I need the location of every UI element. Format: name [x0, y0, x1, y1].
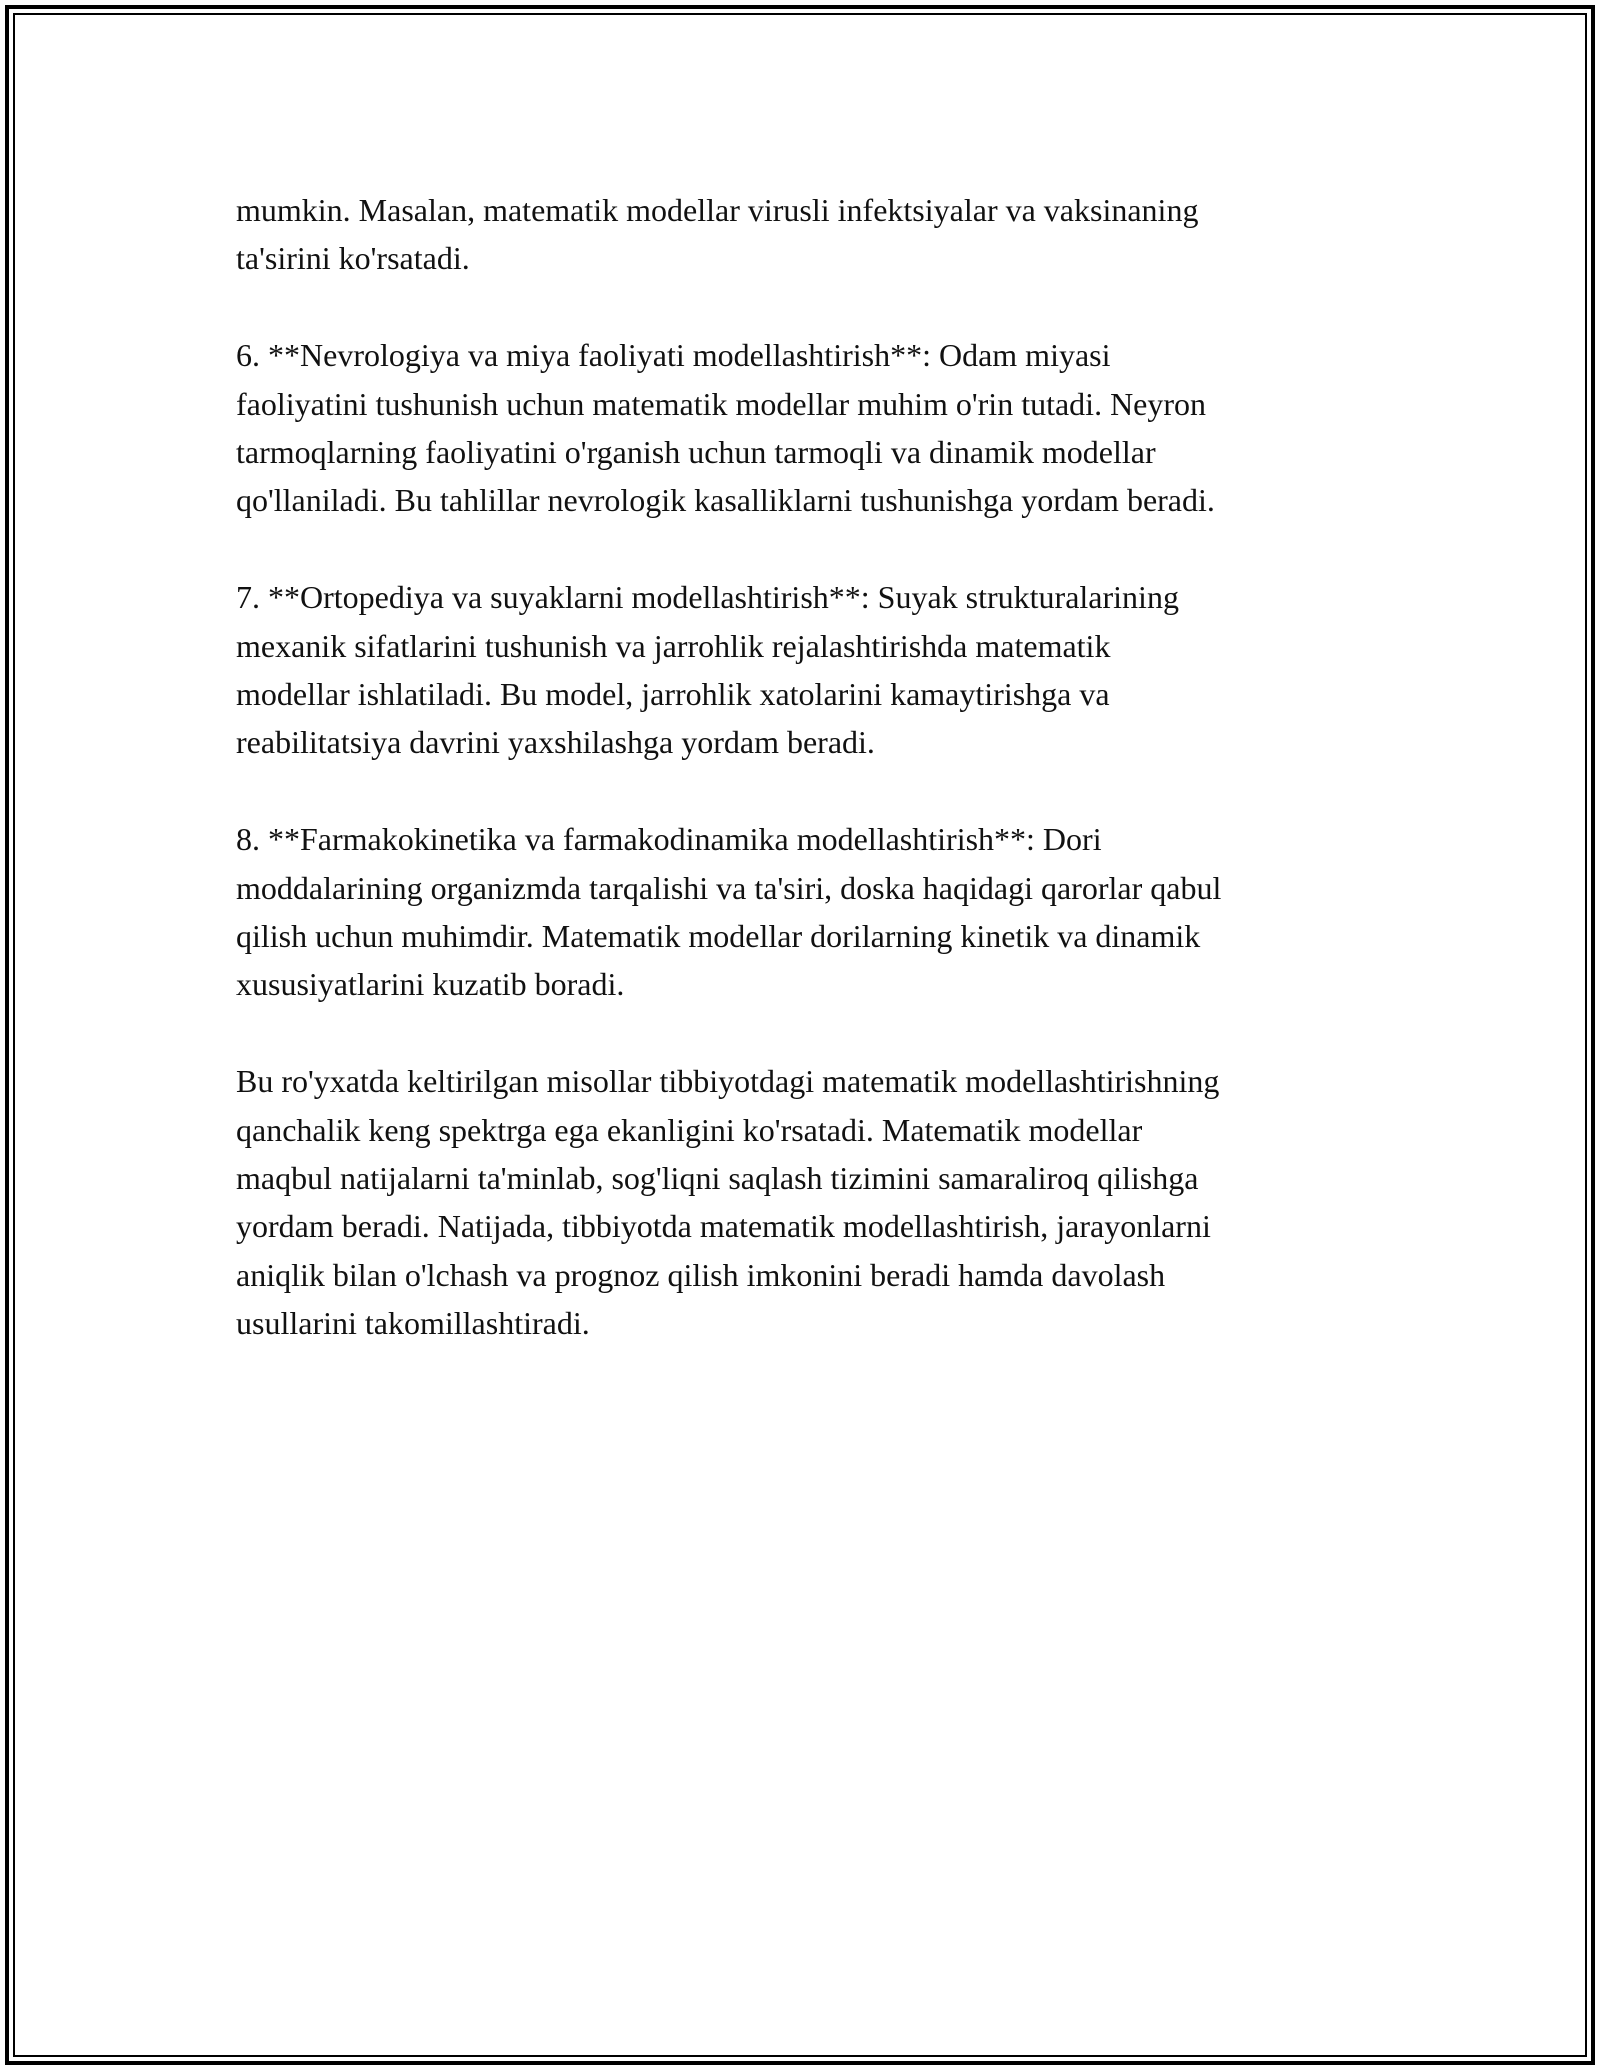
paragraph-item-7: 7. **Ortopediya va suyaklarni modellashtirish**: Suyak strukturalarining mexanik sifatlarini tushunish va jarrohlik rejalashtirishda matematik modellar ishlatiladi. Bu model, jarrohlik xatolarini kamaytirishga va reabilitatsiya davrini yaxshilashga yordam beradi. — [236, 579, 1179, 761]
paragraph-continuation: mumkin. Masalan, matematik modellar virusli infektsiyalar va vaksinaning ta'sirini ko'rsatadi. — [236, 192, 1199, 277]
paragraph-conclusion: Bu ro'yxatda keltirilgan misollar tibbiyotdagi matematik modellashtirishning qanchalik keng spektrga ega ekanligini ko'rsatadi. Matematik modellar maqbul natijalarni ta'minlab, sog'liqni saqlash tizimini samaraliroq qilishga yordam beradi. Natijada, tibbiyotda matematik modellashtirish, jarayonlarni aniqlik bilan o'lchash va prognoz qilish imkonini beradi hamda davolash usullarini takomillashtiradi. — [236, 1063, 1220, 1342]
paragraph-item-6: 6. **Nevrologiya va miya faoliyati modellashtirish**: Odam miyasi faoliyatini tushunish uchun matematik modellar muhim o'rin tutadi. Neyron tarmoqlarning faoliyatini o'rganish uchun tarmoqli va dinamik modellar qo'llaniladi. Bu tahlillar nevrologik kasalliklarni tushunishga yordam beradi. — [236, 337, 1215, 519]
document-body — [236, 186, 1376, 1396]
paragraph-item-8: 8. **Farmakokinetika va farmakodinamika modellashtirish**: Dori moddalarining organizmda tarqalishi va ta'siri, doska haqidagi qarorlar qabul qilish uchun muhimdir. Matematik modellar dorilarning kinetik va dinamik xususiyatlarini kuzatib boradi. — [236, 821, 1222, 1003]
